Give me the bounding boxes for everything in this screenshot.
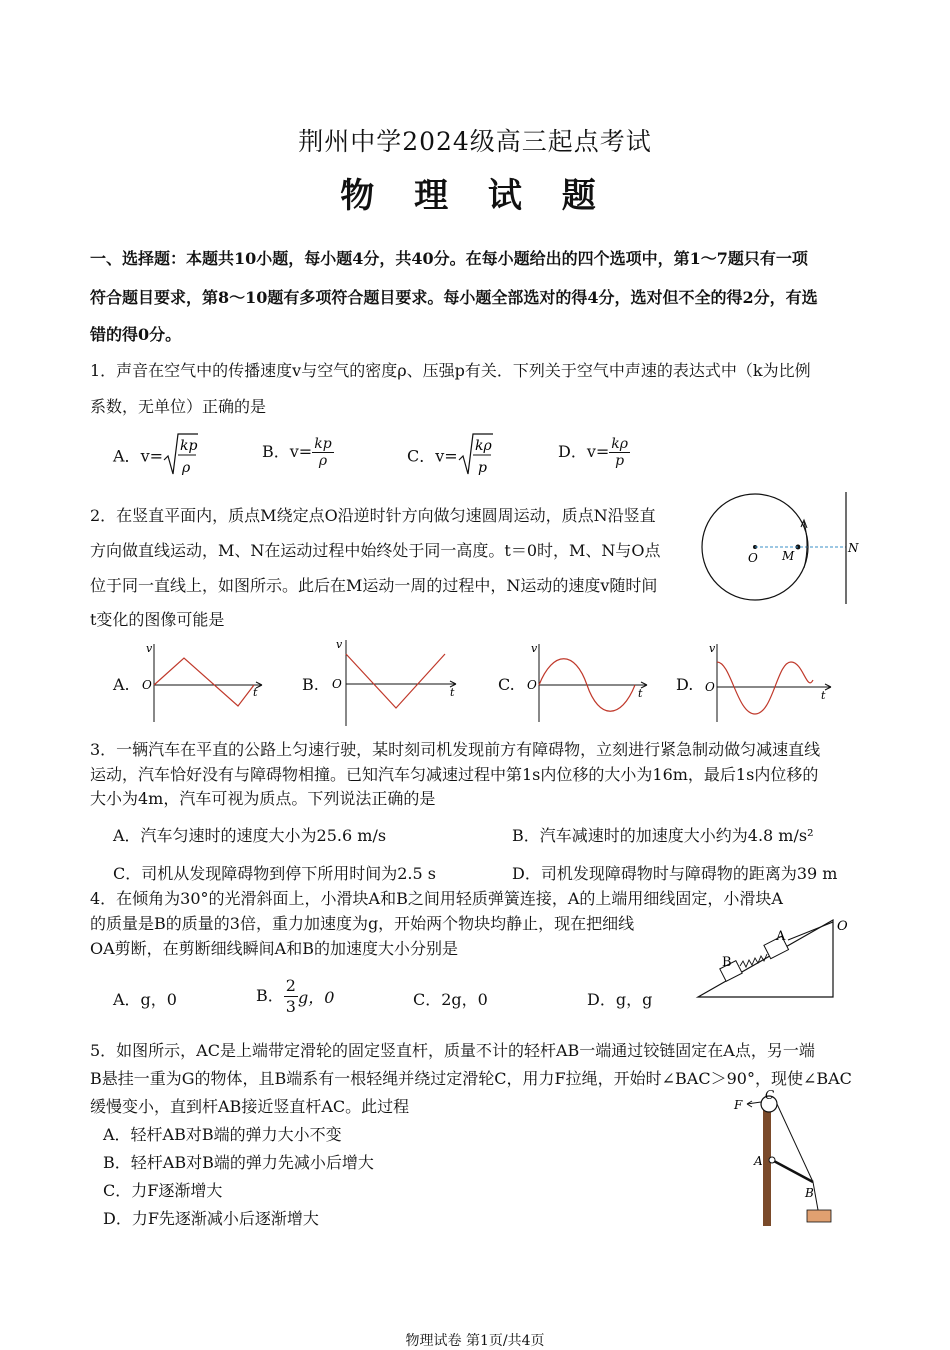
label-n: N [848,541,859,555]
q1-option-a-den: ρ [182,460,191,476]
svg-text:t: t [821,689,826,702]
q2-circle-figure [700,490,870,608]
q2-graph-a [140,640,270,725]
svg-text:t: t [450,686,455,699]
q2-stem-line1: 2．在竖直平面内，质点M绕定点O沿逆时针方向做匀速圆周运动，质点N沿竖直 [90,506,656,525]
q2-option-d-label[interactable]: D. [676,675,694,694]
svg-text:t: t [253,686,258,699]
q1-option-b-fraction: $\frac{kp}{\rho}$ [314,436,332,469]
svg-text:v: v [709,642,716,655]
q2-stem-line3: 位于同一直线上，如图所示。此后在M运动一周的过程中，N运动的速度v随时间 [90,576,658,595]
q2-option-c-label[interactable]: C. [498,675,515,694]
q3-option-b[interactable]: B．汽车减速时的加速度大小约为4.8 m/s² [512,826,814,845]
q4-option-b-rest: g，0 [297,988,335,1007]
q1-option-d-var: v= [586,442,610,461]
q4-option-a[interactable]: A．g，0 [113,990,177,1009]
exam-subject-title: 物 理 试 题 [340,176,610,216]
q2-graph-c [525,640,655,725]
q1-option-b-label: B． [262,442,290,461]
svg-text:O: O [332,677,342,691]
svg-text:O: O [527,678,537,692]
svg-text:A: A [754,1154,763,1168]
svg-text:O: O [142,678,152,692]
q2-stem-line2: 方向做直线运动，M、N在运动过程中始终处于同一高度。t＝0时，M、N与O点 [90,541,661,560]
q1-option-c-den: p [477,460,487,476]
section1-instructions-line3: 错的得0分。 [90,325,182,344]
q3-option-a[interactable]: A．汽车匀速时的速度大小为25.6 m/s [113,826,387,845]
q1-option-c-var: v= [435,446,458,466]
svg-text:A: A [776,929,786,944]
q1-option-c-num: kρ [474,438,492,454]
svg-text:t: t [638,687,643,700]
q1-option-c-label: C． [407,446,436,466]
q5-option-b[interactable]: B．轻杆AB对B端的弹力先减小后增大 [103,1153,374,1172]
q1-option-d[interactable] [558,436,630,469]
sqrt-symbol-icon [163,432,199,482]
q1-option-d-label: D． [558,442,587,461]
section1-instructions-line2: 符合题目要求，第8～10题有多项符合题目要求。每小题全部选对的得4分，选对但不全的得2分，有选 [90,288,818,307]
label-o: O [748,551,758,565]
q2-option-b-label[interactable]: B. [302,675,319,694]
q1-option-a[interactable] [113,432,199,482]
label-m: M [782,549,795,563]
q1-stem-line1: 1．声音在空气中的传播速度v与空气的密度ρ、压强p有关．下列关于空气中声速的表达式中（k为比例 [90,361,811,380]
q5-option-c[interactable]: C．力F逐渐增大 [103,1181,223,1200]
vertical-pole-ac [763,1106,771,1226]
graph-b-wave [346,654,445,708]
graph-a-wave [154,658,254,706]
q5-stem-line3: 缓慢变小，直到杆AB接近竖直杆AC。此过程 [90,1097,410,1116]
rod-ab [772,1160,813,1182]
q3-stem-line1: 3．一辆汽车在平直的公路上匀速行驶，某时刻司机发现前方有障碍物，立刻进行紧急制动做匀减速直线 [90,740,821,759]
q1-option-a-var: v= [140,446,164,466]
q5-stem-line1: 5．如图所示，AC是上端带定滑轮的固定竖直杆，质量不计的轻杆AB一端通过铰链固定在A点，另一端 [90,1041,815,1060]
q2-option-a-label[interactable]: A. [113,675,130,694]
thread-oa [788,922,833,940]
q1-option-c[interactable] [407,432,494,482]
page-footer: 物理试卷 第1页/共4页 [405,1333,545,1349]
q4-option-b[interactable] [256,976,334,1017]
q1-option-a-num: kp [180,438,198,454]
q2-stem-line4: t变化的图像可能是 [90,610,225,629]
q4-option-b-label: B． [256,986,284,1005]
q4-option-d[interactable]: D．g，g [587,990,653,1009]
sqrt-symbol-icon [458,432,494,482]
q5-stem-line2: B悬挂一重为G的物体，且B端系有一根轻绳并绕过定滑轮C，用力F拉绳，开始时∠BAC＞90°，现使∠BAC [90,1069,852,1088]
svg-text:O: O [837,919,848,934]
q3-stem-line2: 运动，汽车恰好没有与障碍物相撞。已知汽车匀减速过程中第1s内位移的大小为16m，最后1s内位移的 [90,765,819,784]
q1-option-a-label: A． [113,446,141,466]
q3-stem-line3: 大小为4m，汽车可视为质点。下列说法正确的是 [90,789,436,808]
q2-graph-d [703,640,838,725]
svg-text:F: F [734,1098,743,1112]
svg-text:O: O [705,680,715,694]
q4-option-c[interactable]: C．2g，0 [413,990,488,1009]
exam-school-title: 荆州中学2024级高三起点考试 [298,127,652,156]
section1-instructions-line1: 一、选择题：本题共10小题，每小题4分，共40分。在每小题给出的四个选项中，第1～7题只有一项 [90,249,808,268]
svg-text:B: B [805,1186,814,1200]
q2-graph-b [330,636,465,728]
q5-option-d[interactable]: D．力F先逐渐减小后逐渐增大 [103,1209,319,1228]
svg-text:B: B [722,955,732,970]
q3-option-d[interactable]: D．司机发现障碍物时与障碍物的距离为39 m [512,864,838,883]
svg-text:v: v [336,638,343,651]
q4-option-b-fraction: $\frac{2}{3}$ [285,976,296,1016]
rope-cb [777,1104,813,1182]
q1-option-d-fraction: $\frac{k\rho}{p}$ [611,436,629,469]
q5-option-a[interactable]: A．轻杆AB对B端的弹力大小不变 [103,1125,342,1144]
q4-stem-line2: 的质量是B的质量的3倍，重力加速度为g，开始两个物块均静止，现在把细线 [90,914,635,933]
q5-pulley-figure [725,1088,845,1228]
q1-option-b-var: v= [289,442,313,461]
q4-stem-line3: OA剪断，在剪断细线瞬间A和B的加速度大小分别是 [90,939,458,958]
svg-text:v: v [531,642,538,655]
q1-stem-line2: 系数，无单位）正确的是 [90,397,267,416]
hinge-a-icon [769,1157,775,1163]
svg-text:C: C [765,1088,775,1102]
weight-block [807,1210,831,1222]
q1-option-b[interactable] [262,436,334,469]
graph-d-wave [717,662,813,714]
q4-incline-figure [690,912,860,1002]
q4-stem-line1: 4．在倾角为30°的光滑斜面上，小滑块A和B之间用轻质弹簧连接，A的上端用细线固定，小滑块A [90,889,783,908]
q3-option-c[interactable]: C．司机从发现障碍物到停下所用时间为2.5 s [113,864,436,883]
svg-text:v: v [146,642,153,655]
